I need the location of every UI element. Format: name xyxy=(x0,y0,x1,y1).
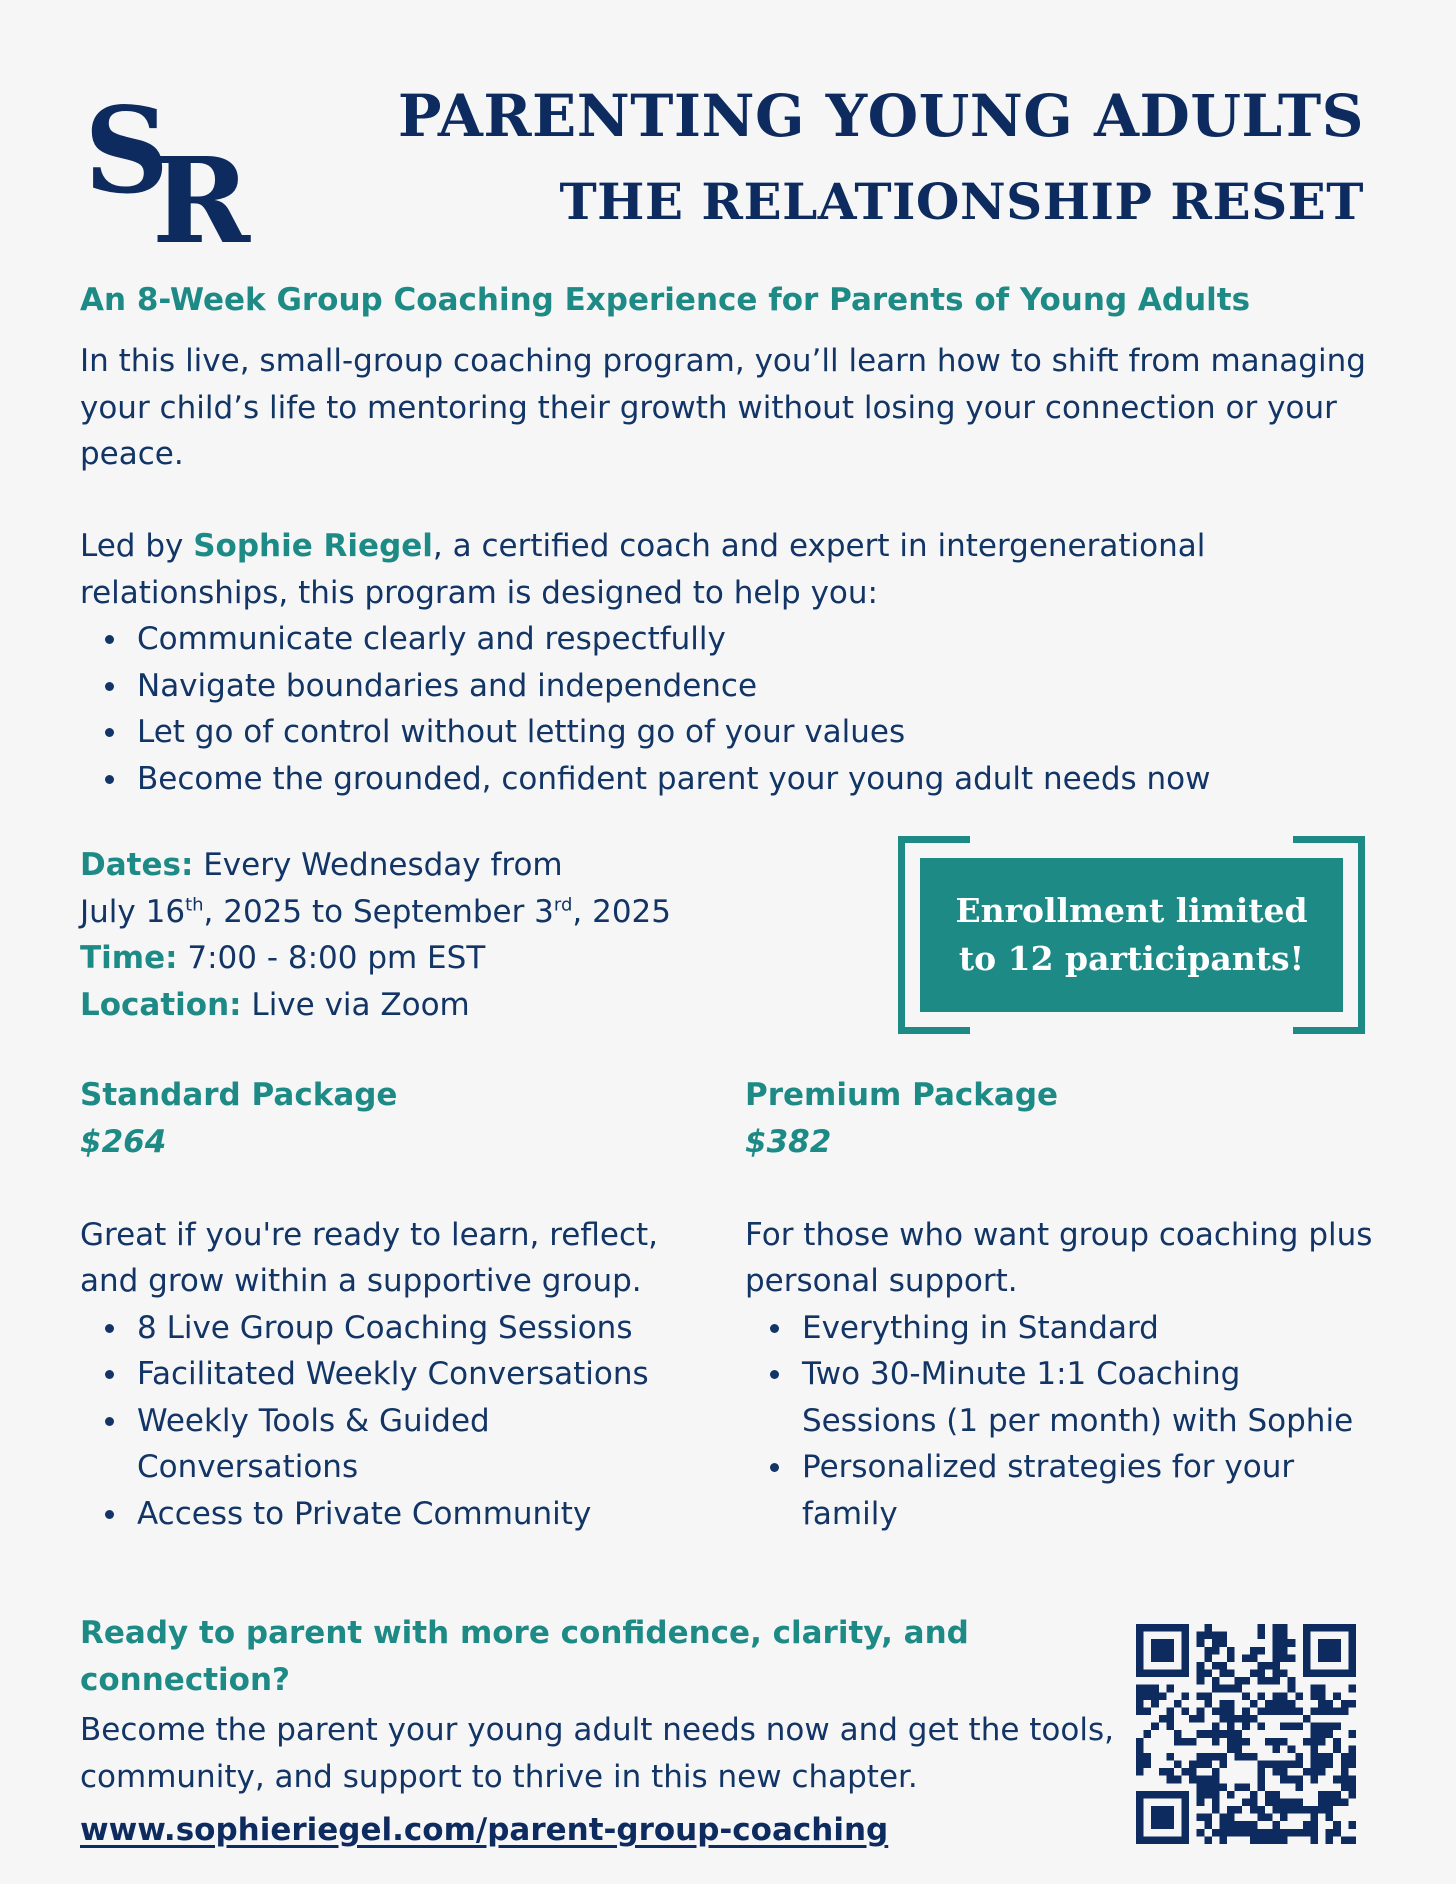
package-price: $382 xyxy=(745,1123,832,1160)
package-title: Premium Package xyxy=(745,1077,1059,1113)
location-value: Live via Zoom xyxy=(241,986,470,1023)
time-label: Time: xyxy=(80,940,178,976)
badge-line-2: to 12 participants! xyxy=(958,939,1305,978)
page-subtitle: THE RELATIONSHIP RESET xyxy=(559,172,1364,231)
list-item: Let go of control without letting go of your values xyxy=(80,709,1380,756)
dates-label: Dates: xyxy=(80,847,194,883)
time-row xyxy=(80,935,880,982)
cta-text: Become the parent your young adult needs now and get the tools, community, and support to thrive in this new chapter. xyxy=(80,1712,1114,1795)
list-item: Become the grounded, confident parent your young adult needs now xyxy=(80,756,1380,803)
dates-row xyxy=(80,842,880,889)
package-features xyxy=(745,1305,1375,1538)
list-item: Access to Private Community xyxy=(80,1491,710,1538)
sr-logo xyxy=(82,81,252,270)
program-tagline: An 8-Week Group Coaching Experience for Parents of Young Adults xyxy=(80,282,1251,318)
list-item: 8 Live Group Coaching Sessions xyxy=(80,1305,710,1352)
package-features xyxy=(80,1305,710,1538)
package-description: For those who want group coaching plus personal support. xyxy=(745,1216,1373,1299)
list-item: Everything in Standard xyxy=(745,1305,1375,1352)
package-description: Great if you're ready to learn, reflect, and grow within a supportive group. xyxy=(80,1216,659,1299)
list-item: Communicate clearly and respectfully xyxy=(80,616,1380,663)
program-details xyxy=(80,842,880,1028)
goals-list xyxy=(80,616,1380,802)
package-title: Standard Package xyxy=(80,1077,398,1113)
intro-paragraph: In this live, small-group coaching program, you’ll learn how to shift from managing your child’s life to mentoring their growth without losing your connection or your peace. xyxy=(80,343,1366,472)
led-by-suffix: , a certified coach and expert in intergenerational relationships, this program is designed to help you: xyxy=(80,528,1206,611)
list-item: Facilitated Weekly Conversations xyxy=(80,1351,710,1398)
start-date-suffix: th xyxy=(185,894,204,916)
date-range-middle: , 2025 to September 3 xyxy=(203,893,554,930)
list-item: Weekly Tools & Guided Conversations xyxy=(80,1398,710,1491)
led-by-prefix: Led by xyxy=(80,528,194,564)
page-title: PARENTING YOUNG ADULTS xyxy=(397,82,1364,150)
list-item: Personalized strategies for your family xyxy=(745,1444,1375,1537)
coach-name: Sophie Riegel xyxy=(193,528,433,564)
website-link[interactable]: www.sophieriegel.com/parent-group-coaching xyxy=(80,1812,889,1848)
location-row xyxy=(80,982,880,1029)
time-value: 7:00 - 8:00 pm EST xyxy=(177,940,486,976)
list-item: Two 30-Minute 1:1 Coaching Sessions (1 per month) with Sophie xyxy=(745,1351,1375,1444)
location-label: Location: xyxy=(80,986,242,1023)
dates-range xyxy=(80,889,880,936)
qr-code-icon[interactable] xyxy=(1136,1624,1356,1844)
enrollment-badge-box xyxy=(920,858,1343,1012)
dates-value: Every Wednesday from xyxy=(193,847,563,883)
end-date-suffix: rd xyxy=(553,894,573,916)
logo-letter-s: S xyxy=(84,81,170,220)
enrollment-badge xyxy=(898,836,1365,1034)
start-date: July 16 xyxy=(80,893,186,930)
premium-package xyxy=(745,1072,1375,1537)
badge-line-1: Enrollment limited xyxy=(955,891,1308,930)
package-price: $264 xyxy=(80,1123,167,1160)
led-by-paragraph xyxy=(80,523,1380,616)
cta-heading: Ready to parent with more confidence, clarity, and connection? xyxy=(80,1615,969,1698)
standard-package xyxy=(80,1072,710,1537)
logo-letter-r: R xyxy=(152,131,251,270)
end-date-year: , 2025 xyxy=(572,893,672,930)
list-item: Navigate boundaries and independence xyxy=(80,663,1380,710)
